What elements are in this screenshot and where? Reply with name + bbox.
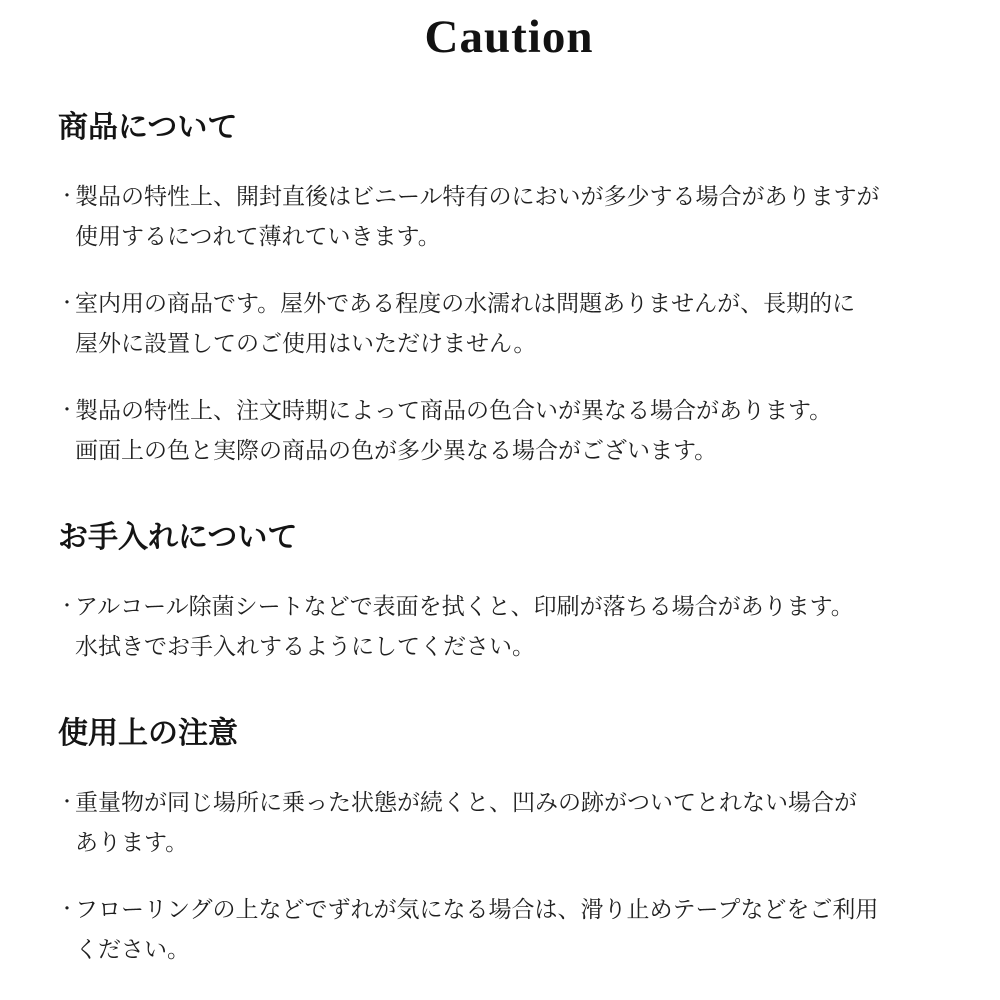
list-item xyxy=(58,586,960,666)
section-usage-heading: 使用上の注意 xyxy=(58,716,238,750)
page-title: Caution xyxy=(424,11,594,63)
section-product-list xyxy=(58,176,960,470)
section-care xyxy=(58,520,960,666)
bullet-line: 水拭きでお手入れするようにしてください。 xyxy=(75,632,535,659)
section-product xyxy=(58,110,960,470)
section-usage-list xyxy=(58,782,960,969)
list-item xyxy=(58,283,960,363)
bullet-line: アルコール除菌シートなどで表面を拭くと、印刷が落ちる場合があります。 xyxy=(75,592,854,619)
bullet-line: 重量物が同じ場所に乗った状態が続くと、凹みの跡がついてとれない場合が xyxy=(75,788,857,815)
list-item xyxy=(58,176,960,256)
bullet-text xyxy=(75,586,960,666)
bullet-line: 屋外に設置してのご使用はいただけません。 xyxy=(75,329,537,356)
bullet-text xyxy=(75,176,960,256)
section-care-list xyxy=(58,586,960,666)
bullet-text xyxy=(75,889,960,969)
bullet-line: あります。 xyxy=(75,828,189,855)
bullet-icon: ・ xyxy=(58,292,76,313)
bullet-line: 製品の特性上、注文時期によって商品の色合いが異なる場合があります。 xyxy=(75,396,833,423)
bullet-line: 画面上の色と実際の商品の色が多少異なる場合がございます。 xyxy=(75,436,718,463)
bullet-line: フローリングの上などでずれが気になる場合は、滑り止めテープなどをご利用 xyxy=(75,895,879,922)
bullet-text xyxy=(75,390,960,470)
bullet-line: ください。 xyxy=(75,935,190,962)
bullet-icon: ・ xyxy=(58,595,76,616)
list-item xyxy=(58,889,960,969)
bullet-icon: ・ xyxy=(58,399,76,420)
bullet-line: 室内用の商品です。屋外である程度の水濡れは問題ありませんが、長期的に xyxy=(75,289,856,316)
bullet-text xyxy=(75,283,960,363)
section-care-heading: お手入れについて xyxy=(58,520,298,554)
bullet-line: 製品の特性上、開封直後はビニール特有のにおいが多少する場合がありますが xyxy=(75,182,880,209)
bullet-icon: ・ xyxy=(58,898,76,919)
section-usage xyxy=(58,716,960,969)
bullet-icon: ・ xyxy=(58,185,76,206)
bullet-line: 使用するにつれて薄れていきます。 xyxy=(75,222,441,249)
section-product-heading: 商品について xyxy=(58,110,238,144)
bullet-icon: ・ xyxy=(58,791,76,812)
list-item xyxy=(58,782,960,862)
list-item xyxy=(58,390,960,470)
bullet-text xyxy=(75,782,960,862)
